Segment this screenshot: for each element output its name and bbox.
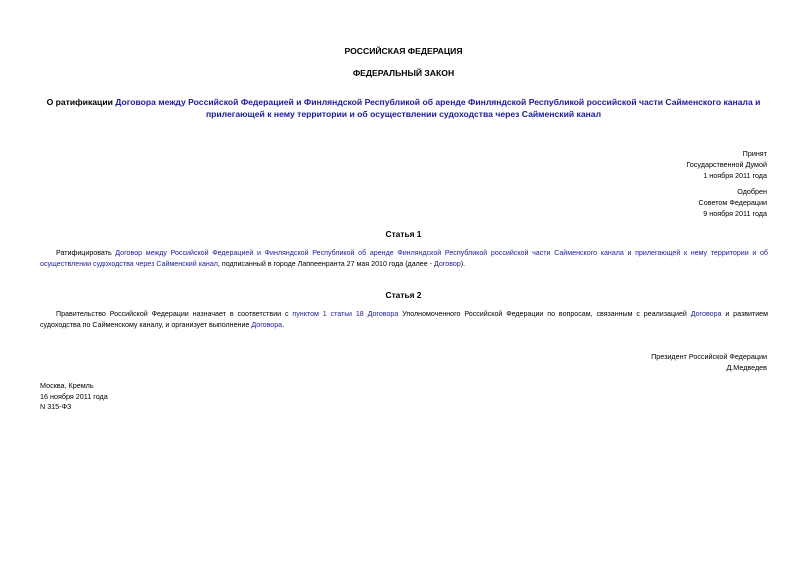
law-title [40, 96, 767, 120]
approved-body: Советом Федерации [698, 198, 767, 207]
approved-block [699, 186, 767, 219]
country-heading: РОССИЙСКАЯ ФЕДЕРАЦИЯ [344, 46, 463, 56]
article-1-text-middle: , подписанный в городе Лаппеенранта 27 мая 2010 года (далее - [217, 260, 434, 268]
article-1-text-before: Ратифицировать [56, 249, 116, 257]
adopted-date: 1 ноября 2011 года [703, 171, 767, 180]
signature-block [651, 351, 767, 373]
signatory-name: Д.Медведев [726, 363, 767, 372]
treaty-short-link-article-1[interactable]: Договор [433, 260, 461, 268]
approved-date: 9 ноября 2011 года [703, 209, 767, 218]
law-title-prefix: О ратификации [46, 97, 116, 107]
article-2-text-middle-2: и развитием судоходства по Сайменскому каналу, и организует выполнение [40, 310, 769, 329]
adopted-block [686, 148, 767, 181]
treaty-link-article-2a[interactable]: Договора [690, 310, 722, 318]
article-1-text-after: ). [460, 260, 466, 268]
treaty-clause-link[interactable]: пунктом 1 статьи 18 Договора [292, 310, 399, 318]
treaty-link-article-1[interactable]: Договор между Российской Федерацией и Финляндской Республикой об аренде Финляндской Республикой российской части Сайменского канала и прилегающей к нему территории и об осуществлении судоходства через Сайменский канал [40, 249, 768, 268]
place-date-block [40, 381, 108, 413]
article-2-text-before: Правительство Российской Федерации назначает в соответствии с [56, 310, 293, 318]
treaty-link-title[interactable]: Договора между Российской Федерацией и Финляндской Республикой об аренде Финляндской Республикой российской части Сайменского канала и прилегающей к нему территории и об осуществлении судоходства через Сайменский канал [115, 97, 761, 119]
approved-label: Одобрен [737, 187, 767, 196]
place-date: 16 ноября 2011 года [40, 391, 108, 401]
article-1-text [40, 248, 768, 270]
article-2-text [40, 309, 768, 331]
signatory-position: Президент Российской Федерации [651, 352, 767, 361]
article-2-text-after: . [282, 321, 285, 329]
treaty-link-article-2b[interactable]: Договора [251, 321, 283, 329]
place-city: Москва, Кремль [40, 381, 94, 390]
article-1-title: Статья 1 [385, 229, 422, 239]
article-2-title: Статья 2 [385, 290, 422, 300]
law-type-heading: ФЕДЕРАЛЬНЫЙ ЗАКОН [352, 68, 455, 78]
law-number: N 315-ФЗ [40, 402, 72, 411]
adopted-body: Государственной Думой [686, 160, 767, 169]
article-2-text-middle-1: Уполномоченного Российской Федерации по вопросам, связанным с реализацией [398, 310, 691, 318]
adopted-label: Принят [742, 149, 767, 158]
